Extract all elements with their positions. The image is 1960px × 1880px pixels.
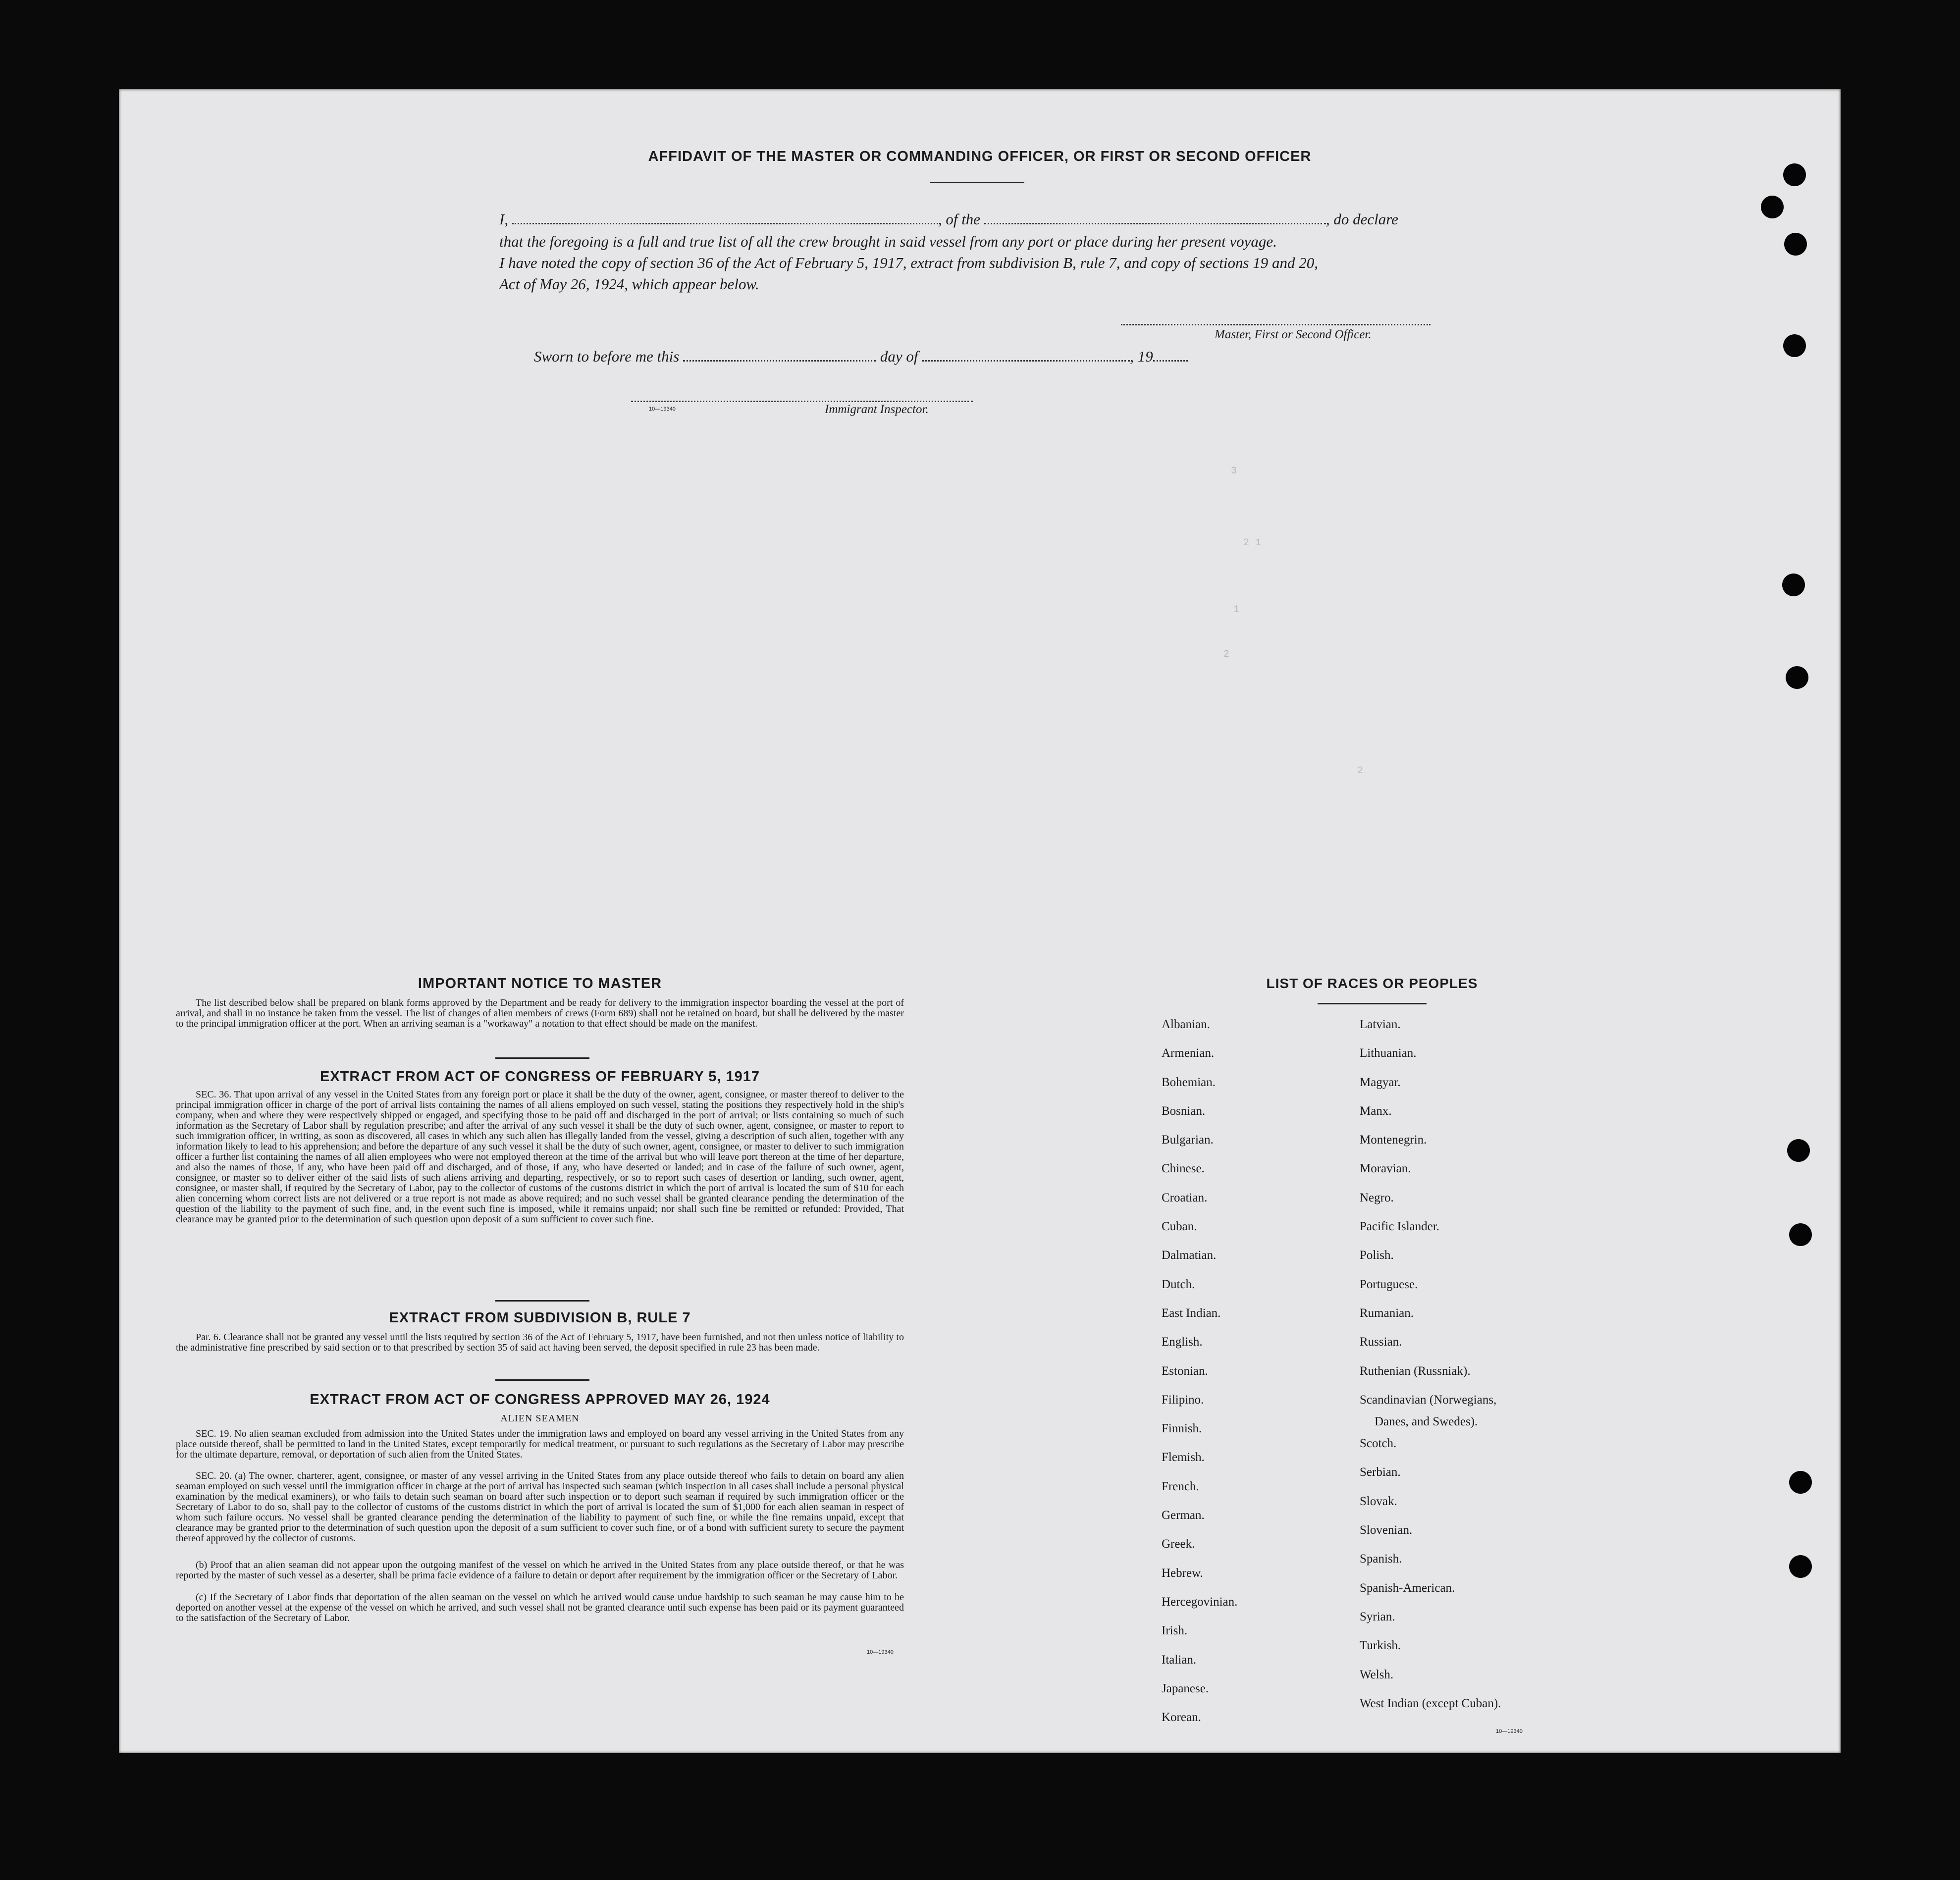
race-item: Danes, and Swedes). xyxy=(1375,1415,1478,1429)
inspector-label: Immigrant Inspector. xyxy=(825,403,929,416)
race-item: Turkish. xyxy=(1360,1639,1401,1653)
race-item: Bohemian. xyxy=(1162,1075,1216,1089)
binder-hole xyxy=(1782,574,1805,596)
year-label: , 19 xyxy=(1130,348,1153,365)
race-item: Pacific Islander. xyxy=(1360,1220,1440,1234)
affidavit-title: AFFIDAVIT OF THE MASTER OR COMMANDING OFFICER, OR FIRST OR SECOND OFFICER xyxy=(648,149,1312,164)
extract-1917-text: SEC. 36. That upon arrival of any vessel in the United States from any foreign port or place it shall be the duty of the owner, agent, consignee, or master thereof to deliver to the principal immigration officer in charge of the port of arrival lists containing the names of all aliens employed on such vessel, stating the positions they respectively hold in the ship's company, when and where they were respectively shipped or engaged, and specifying those to be paid off and discharged in the port of arrival; or lists containing so much of such information as the Secretary of Labor shall by regulation prescribe; and after the arrival of any such vessel it shall be the duty of such owner, agent, consignee, or master to report to such immigration officer, in writing, as soon as discovered, all cases in which any such alien has illegally landed from the vessel, giving a description of such alien, together with any information likely to lead to his apprehension; and before the departure of any such vessel it shall be the duty of such owner, agent, consignee, or master to deliver to such immigration officer a further list containing the names of all alien employees who were not employed thereon at the time of the arrival but who will leave port thereon at the time of her departure, and also the names of those, if any, who have been paid off and discharged, and of those, if any, who have deserted or landed; and in case of the failure of such owner, agent, consignee, or master so to deliver either of the said lists of such aliens arriving and departing, respectively, or so to report such cases of desertion or landing, such owner, agent, consignee, or master shall, if required by the Secretary of Labor, pay to the collector of customs of the customs district in which the port of arrival is located the sum of $10 for each alien concerning whom correct lists are not delivered or a true report is not made as above required; and no such vessel shall be granted clearance pending the determination of the question of the liability to the payment of such fine, and, in the event such fine is imposed, while it remains unpaid; nor shall such fine be remitted or refunded: Provided, That clearance may be granted prior to the determination of such question upon deposit of a sum sufficient to cover such fine. xyxy=(176,1089,904,1225)
vessel-blank[interactable] xyxy=(984,221,1326,224)
race-item: Syrian. xyxy=(1360,1610,1395,1623)
rule-1 xyxy=(495,1057,589,1059)
rule-3 xyxy=(495,1379,589,1381)
section-20a-text: SEC. 20. (a) The owner, charterer, agent, consignee, or master of any vessel arriving in the United States from any place outside thereof who fails to detain on board any alien seaman employed on such vessel until the immigration officer in charge at the port of arrival has inspected such seaman (which inspection in all cases shall include a personal physical examination by the medical examiners), or who fails to detain such seaman on board after such inspection or to deport such seaman if required by such immigration officer or the Secretary of Labor to do so, shall pay to the collector of customs of the customs district in which the port of arrival is located the sum of $1,000 for each alien seaman in respect of whom such failure occurs. No vessel shall be granted clearance pending the determination of the liability to payment of such fine, or while the fine remains unpaid, except that clearance may be granted prior to the determination of such question upon the deposit of a sum sufficient to cover such fine, or of a bond with sufficient surety to secure the payment thereof approved by the collector of customs. xyxy=(176,1470,904,1544)
race-item: Finnish. xyxy=(1162,1422,1202,1436)
race-item: Greek. xyxy=(1162,1537,1195,1551)
race-item: Magyar. xyxy=(1360,1075,1401,1089)
section-20c-text: (c) If the Secretary of Labor finds that deportation of the alien seaman on the vessel on which he arrived would cause undue hardship to such seaman he may cause him to be deported on another vessel at the expense of the vessel on which he arrived, and such vessel shall not be granted clearance until such expense has been paid or its payment guaranteed to the satisfaction of the Secretary of Labor. xyxy=(176,1592,904,1623)
race-item: Korean. xyxy=(1162,1711,1201,1724)
binder-hole xyxy=(1789,1555,1812,1578)
race-item: Chinese. xyxy=(1162,1162,1205,1176)
notice-title: IMPORTANT NOTICE TO MASTER xyxy=(418,976,662,992)
race-item: Manx. xyxy=(1360,1104,1392,1118)
rule-7-title: EXTRACT FROM SUBDIVISION B, RULE 7 xyxy=(389,1310,691,1326)
binder-hole xyxy=(1789,1223,1812,1246)
affidavit-line-1 xyxy=(499,210,1398,228)
race-item: English. xyxy=(1162,1335,1203,1349)
sworn-month-blank[interactable] xyxy=(922,358,1130,362)
binder-hole xyxy=(1761,196,1784,218)
master-signature-blank[interactable] xyxy=(1121,322,1430,325)
binder-hole xyxy=(1783,334,1806,357)
day-of-label: day of xyxy=(880,348,918,365)
races-title: LIST OF RACES OR PEOPLES xyxy=(1266,976,1478,991)
i-label: I, xyxy=(499,210,509,228)
notice-text: The list described below shall be prepared on blank forms approved by the Department and be ready for delivery to the immigration inspector boarding the vessel at the port of arrival, and shall in no instance be taken from the vessel. The list of changes of alien members of crews (Form 689) shall not be retained on board, but shall be delivered by the master to the principal immigration officer at the port. When an arriving seaman is a "workaway" a notation to that effect should be made on the manifest. xyxy=(176,997,904,1029)
binder-hole xyxy=(1789,1471,1812,1494)
race-item: Dalmatian. xyxy=(1162,1249,1217,1262)
race-item: Serbian. xyxy=(1360,1465,1401,1479)
race-item: Bosnian. xyxy=(1162,1104,1206,1118)
race-item: Negro. xyxy=(1360,1191,1394,1204)
race-item: Cuban. xyxy=(1162,1220,1197,1234)
race-item: Portuguese. xyxy=(1360,1277,1418,1291)
race-item: Lithuanian. xyxy=(1360,1046,1417,1060)
title-rule xyxy=(930,182,1024,183)
race-item: Polish. xyxy=(1360,1249,1394,1262)
race-item: Scotch. xyxy=(1360,1437,1397,1451)
of-the-label: , of the xyxy=(938,210,981,228)
race-item: Spanish-American. xyxy=(1360,1581,1455,1595)
do-declare-label: , do declare xyxy=(1325,210,1398,228)
document-page: AFFIDAVIT OF THE MASTER OR COMMANDING OFFICER, OR FIRST OR SECOND OFFICER I, , of the , do declare that the foregoing is a full and true list of all the crew brought in said vessel from any port or place during her present voyage. I have noted the copy of section 36 of the Act of February 5, 1917, extract from subdivision B, rule 7, and copy of sections 19 and 20, Act of May 26, 1924, which appear below. Master, First or Second Officer. Sworn to before me this day of , 19 10—19340 Immigrant Inspector. 3 2 1 1 2 2 IMPORTANT NOTICE TO MASTER The list described below shall be prepared on blank forms approved by the Department and be ready for delivery to the immigration inspector boarding the vessel at the port of arrival, and shall in no instance be taken from the vessel. The list of changes of alien members of crews (Form 689) shall not be retained on board, but shall be delivered by the master to the principal immigration officer at the port. When an arriving seaman is a "workaway" a notation to that effect should be made on the manifest. EXTRACT FROM ACT OF CONGRESS OF FEBRUARY 5, 1917 SEC. 36. That upon arrival of any vessel in the United States from any foreign port or place it shall be the duty of the owner, agent, consignee, or master thereof to deliver to the principal immigration officer in charge of the port of arrival lists containing the names of all aliens employed on such vessel, stating the positions they respectively hold in the ship's company, when and where they were respectively shipped or engaged, and specifying those to be paid off and discharged in the port of arrival; or lists containing so much of such information as the Secretary of Labor shall by regulation prescribe; and after the arrival of any such vessel it shall be the duty of such owner, agent, consignee, or master to report to such immigration officer, in writing, as soon as discovered, all cases in which any such alien has illegally landed from the vessel, giving a description of such alien, together with any information likely to lead to his apprehension; and before the departure of any such vessel it shall be the duty of such owner, agent, consignee, or master to deliver to such immigration officer a further list containing the names of all alien employees who were not employed thereon at the time of the arrival but who will leave port thereon at the time of her departure, and also the names of those, if any, who have been paid off and discharged, and of those, if any, who have deserted or landed; and in case of the failure of such owner, agent, consignee, or master so to deliver either of the said lists of such aliens arriving and departing, respectively, or so to report such cases of desertion or landing, such owner, agent, consignee, or master shall, if required by the Secretary of Labor, pay to the collector of customs of the customs district in which the port of arrival is located the sum of $10 for each alien concerning whom correct lists are not delivered or a true report is not made as above required; and no such vessel shall be granted clearance pending the determination of the question of the liability to the payment of such fine, and, in the event such fine is imposed, while it remains unpaid; nor shall such fine be remitted or refunded: Provided, That clearance may be granted prior to the determination of such question upon deposit of a sum sufficient to cover such fine. EXTRACT FROM SUBDIVISION B, RULE 7 Par. 6. Clearance shall not be granted any vessel until the lists required by section 36 of the Act of February 5, 1917, have been furnished, and not then unless notice of liability to the administrative fine prescribed by said section or to that prescribed by section 35 of said act having been served, the deposit specified in rule 23 has been made. EXTRACT FROM ACT OF CONGRESS APPROVED MAY 26, 1924 ALIEN SEAMEN SEC. 19. No alien seaman excluded from admission into the United States under the immigration laws and employed on board any vessel arriving in the United States from any place outside thereof, shall be permitted to land in the United States, except temporarily for medical treatment, or pursuant to such regulations as the Secretary of Labor may prescribe for the ultimate departure, removal, or deportation of such alien from the United States. SEC. 20. (a) The owner, charterer, agent, consignee, or master of any vessel arriving in the United States from any place outside thereof who fails to detain on board any alien seaman employed on such vessel until the immigration officer in charge at the port of arrival has inspected such seaman (which inspection in all cases shall include a personal physical examination by the medical examiners), or who fails to detain such seaman on board after such inspection or to deport such seaman if required by such immigration officer or the Secretary of Labor to do so, shall pay to the collector of customs of the customs district in which the port of arrival is located the sum of $1,000 for each alien seaman in respect of whom such failure occurs. No vessel shall be granted clearance pending the determination of the liability to payment of such fine, or while the fine remains unpaid, except that clearance may be granted prior to the determination of such question upon the deposit of a sum sufficient to cover such fine, or of a bond with sufficient surety to secure the payment thereof approved by the collector of customs. (b) Proof that an alien seaman did not appear upon the outgoing manifest of the vessel on which he arrived in the United States from any place outside thereof, or that he was reported by the master of such vessel as a deserter, shall be prima facie evidence of a failure to detain or deport after requirement by the immigration officer or the Secretary of Labor. (c) If the Secretary of Labor finds that deportation of the alien seaman on the vessel on which he arrived would cause undue hardship to such seaman he may cause him to be deported on another vessel at the expense of the vessel on which he arrived, and such vessel shall not be granted clearance until such expense has been paid or its payment guaranteed to the satisfaction of the Secretary of Labor. 10—19340 LIST OF RACES OR PEOPLES Albanian. Armenian. Bohemian. Bosnian. Bulgarian. Chinese. Croatian. Cuban. Dalmatian. Dutch. East Indian. English. Estonian. Filipino. Finnish. Flemish. French. German. Greek. Hebrew. Hercegovinian. Irish. Italian. Japanese. Korean. Latvian. Lithuanian. Magyar. Manx. Montenegrin. Moravian. Negro. Pacific Islander. Polish. Portuguese. Rumanian. Russian. Ruthenian (Russniak). Scandinavian (Norwegians, Danes, and Swedes). Scotch. Serbian. Slovak. Slovenian. Spanish. Spanish-American. Syrian. Turkish. Welsh. West Indian (except Cuban). 10—19340 xyxy=(119,89,1841,1753)
race-item: Dutch. xyxy=(1162,1277,1195,1291)
year-blank[interactable] xyxy=(1153,358,1188,362)
affidavit-line-4: Act of May 26, 1924, which appear below. xyxy=(499,275,759,293)
binder-hole xyxy=(1783,163,1806,186)
race-item: West Indian (except Cuban). xyxy=(1360,1696,1501,1710)
affidavit-line-2: that the foregoing is a full and true list of all the crew brought in said vessel from any port or place during her present voyage. xyxy=(499,233,1277,250)
race-item: East Indian. xyxy=(1162,1306,1221,1320)
extract-1917-title: EXTRACT FROM ACT OF CONGRESS OF FEBRUARY 5, 1917 xyxy=(319,1069,760,1085)
affidavit-line-3: I have noted the copy of section 36 of the Act of February 5, 1917, extract from subdivision B, rule 7, and copy of sections 19 and 20, xyxy=(499,254,1319,271)
race-item: French. xyxy=(1162,1479,1199,1493)
race-item: Armenian. xyxy=(1162,1046,1215,1060)
race-item: Hebrew. xyxy=(1162,1566,1203,1580)
inspector-signature-blank[interactable] xyxy=(631,399,973,402)
races-column-2 xyxy=(1360,1018,1501,1725)
race-item: Russian. xyxy=(1360,1335,1402,1349)
extract-1924-title: EXTRACT FROM ACT OF CONGRESS APPROVED MAY 26, 1924 xyxy=(310,1392,770,1408)
form-number-left: 10—19340 xyxy=(867,1649,894,1655)
race-item: Welsh. xyxy=(1360,1668,1394,1681)
sworn-label: Sworn to before me this xyxy=(534,348,680,365)
race-item: Albanian. xyxy=(1162,1018,1210,1031)
sworn-day-blank[interactable] xyxy=(683,358,876,362)
race-item: Bulgarian. xyxy=(1162,1133,1214,1147)
races-rule xyxy=(1318,1003,1427,1004)
sworn-line xyxy=(534,348,1188,366)
alien-seamen-subtitle: ALIEN SEAMEN xyxy=(500,1413,580,1424)
race-item: Filipino. xyxy=(1162,1393,1204,1407)
binder-hole xyxy=(1787,1139,1810,1162)
race-item: Hercegovinian. xyxy=(1162,1595,1238,1609)
race-item: Montenegrin. xyxy=(1360,1133,1427,1147)
master-signature-label: Master, First or Second Officer. xyxy=(1215,328,1372,341)
section-19-text: SEC. 19. No alien seaman excluded from admission into the United States under the immigration laws and employed on board any vessel arriving in the United States from any place outside thereof, shall be permitted to land in the United States, except temporarily for medical treatment, or pursuant to such regulations as the Secretary of Labor may prescribe for the ultimate departure, removal, or deportation of such alien from the United States. xyxy=(176,1428,904,1460)
binder-hole xyxy=(1784,233,1807,256)
race-item: Croatian. xyxy=(1162,1191,1208,1204)
race-item: German. xyxy=(1162,1509,1205,1522)
race-item: Moravian. xyxy=(1360,1162,1411,1176)
race-item: Slovak. xyxy=(1360,1494,1397,1508)
form-number-top: 10—19340 xyxy=(649,406,676,412)
race-item: Scandinavian (Norwegians, xyxy=(1360,1393,1497,1407)
race-item: Ruthenian (Russniak). xyxy=(1360,1364,1471,1378)
race-item: Spanish. xyxy=(1360,1552,1402,1566)
name-blank[interactable] xyxy=(512,221,938,224)
form-number-right: 10—19340 xyxy=(1496,1728,1523,1734)
race-item: Japanese. xyxy=(1162,1681,1209,1695)
race-item: Irish. xyxy=(1162,1624,1188,1638)
race-item: Italian. xyxy=(1162,1653,1197,1667)
race-item: Slovenian. xyxy=(1360,1523,1413,1537)
race-item: Estonian. xyxy=(1162,1364,1208,1378)
rule-7-text: Par. 6. Clearance shall not be granted any vessel until the lists required by section 36 of the Act of February 5, 1917, have been furnished, and not then unless notice of liability to the administrative fine prescribed by said section or to that prescribed by section 35 of said act having been served, the deposit specified in rule 23 has been made. xyxy=(176,1332,904,1353)
rule-2 xyxy=(495,1300,589,1302)
race-item: Flemish. xyxy=(1162,1451,1205,1464)
races-column-1 xyxy=(1162,1018,1237,1739)
binder-hole xyxy=(1786,666,1808,689)
race-item: Rumanian. xyxy=(1360,1306,1414,1320)
race-item: Latvian. xyxy=(1360,1018,1401,1031)
section-20b-text: (b) Proof that an alien seaman did not appear upon the outgoing manifest of the vessel on which he arrived in the United States from any place outside thereof, or that he was reported by the master of such vessel as a deserter, shall be prima facie evidence of a failure to detain or deport after requirement by the immigration officer or the Secretary of Labor. xyxy=(176,1560,904,1581)
